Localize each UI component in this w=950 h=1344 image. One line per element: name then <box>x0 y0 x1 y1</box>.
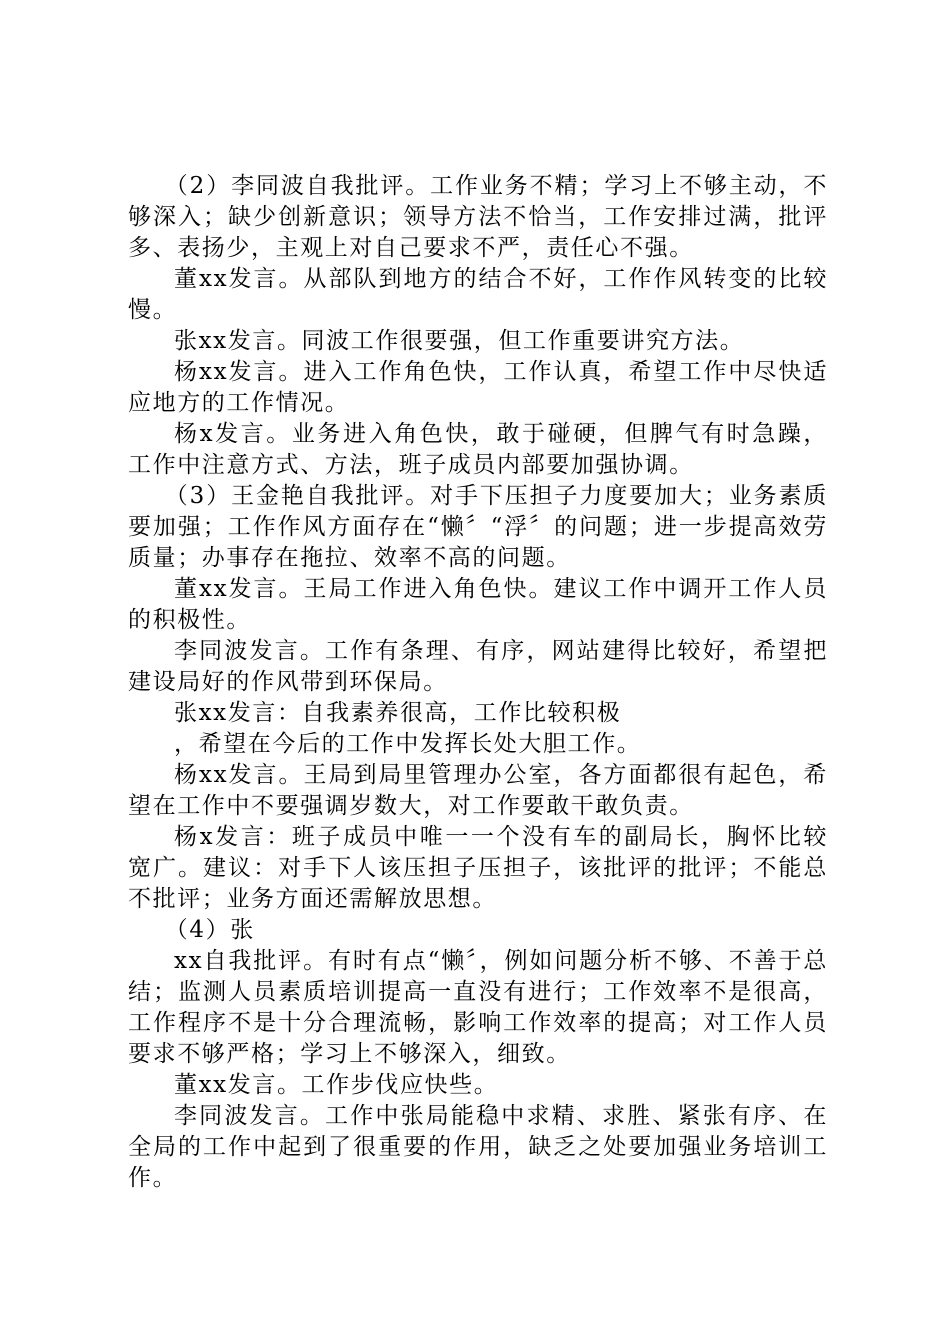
paragraph-yang-xx-speech-2: 杨xx发言。王局到局里管理办公室，各方面都很有起色，希望在工作中不要强调岁数大，对工作要敢干敢负责。 <box>128 762 828 819</box>
paragraph-zhang-self-criticism: xx自我批评。有时有点“懒〞，例如问题分析不够、不善于总结；监测人员素质培训提高一直没有进行；工作效率不是很高，工作程序不是十分合理流畅，影响工作效率的提高；对工作人员要求不够严格；学习上不够深入，细致。 <box>128 948 828 1067</box>
paragraph-yang-xx-speech-1: 杨xx发言。进入工作角色快，工作认真，希望工作中尽快适应地方的工作情况。 <box>128 359 828 416</box>
paragraph-dong-speech-3: 董xx发言。工作步伐应快些。 <box>174 1072 499 1098</box>
paragraph-li-tongbo-self-criticism: （2）李同波自我批评。工作业务不精；学习上不够主动，不够深入；缺少创新意识；领导方法不恰当，工作安排过满，批评多、表扬少，主观上对自己要求不严，责任心不强。 <box>128 173 828 261</box>
paragraph-dong-speech-1: 董xx发言。从部队到地方的结合不好，工作作风转变的比较慢。 <box>128 266 828 323</box>
paragraph-zhang-speech-2: 张xx发言：自我素养很高，工作比较积极 <box>174 700 622 726</box>
paragraph-section-4-heading: （4）张 <box>164 917 255 943</box>
paragraph-li-tongbo-speech-1: 李同波发言。工作有条理、有序，网站建得比较好，希望把建设局好的作风带到环保局。 <box>128 638 828 695</box>
paragraph-li-tongbo-speech-2: 李同波发言。工作中张局能稳中求精、求胜、紧张有序、在全局的工作中起到了很重要的作用，缺乏之处要加强业务培训工作。 <box>128 1103 828 1191</box>
paragraph-zhang-speech-2-continued: ，希望在今后的工作中发挥长处大胆工作。 <box>174 731 642 757</box>
paragraph-dong-speech-2: 董xx发言。王局工作进入角色快。建议工作中调开工作人员的积极性。 <box>128 576 828 633</box>
document-body <box>128 171 828 1194</box>
paragraph-yang-x-speech-1: 杨x发言。业务进入角色快，敢于碰硬，但脾气有时急躁，工作中注意方式、方法，班子成员内部要加强协调。 <box>128 421 828 478</box>
paragraph-wang-jinyan-self-criticism: （3）王金艳自我批评。对手下压担子力度要加大；业务素质要加强；工作作风方面存在“懒〞“浮〞的问题；进一步提高效劳质量；办事存在拖拉、效率不高的问题。 <box>128 483 828 571</box>
paragraph-zhang-speech-1: 张xx发言。同波工作很要强，但工作重要讲究方法。 <box>174 328 745 354</box>
paragraph-yang-x-speech-2: 杨x发言：班子成员中唯一一个没有车的副局长，胸怀比较宽广。建议：对手下人该压担子压担子，该批评的批评；不能总不批评；业务方面还需解放思想。 <box>128 824 828 912</box>
